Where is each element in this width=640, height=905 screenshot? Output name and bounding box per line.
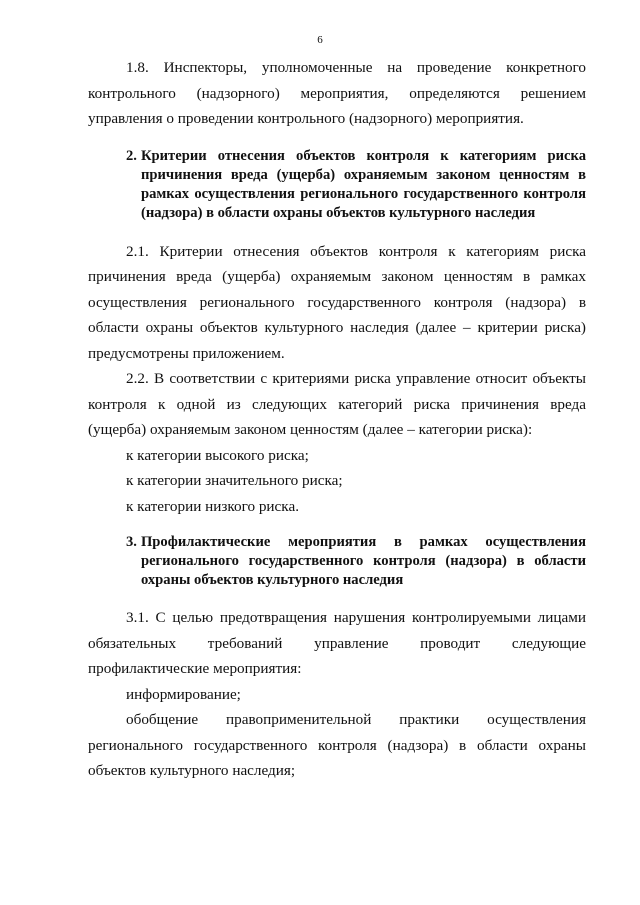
list-item-practice-generalization: обобщение правоприменительной практики осуществления регионального государственного контроля (надзора) в области охраны объектов культурного наследия;: [88, 711, 586, 779]
page-number: 6: [317, 34, 323, 46]
section-2-number: 2.: [126, 147, 137, 164]
section-2-title: Критерии отнесения объектов контроля к категориям риска причинения вреда (ущерба) охраняемым законом ценностям в рамках осуществления регионального государственного контроля (надзора) в области охраны объектов культурного наследия: [140, 147, 586, 221]
list-item-informing: информирование;: [126, 685, 241, 703]
section-3-title: Профилактические мероприятия в рамках осуществления регионального государственного контроля (надзора) в области охраны объектов культурного наследия: [140, 534, 586, 588]
paragraph-2-1: 2.1. Критерии отнесения объектов контроля к категориям риска причинения вреда (ущерба) охраняемым законом ценностям в рамках осуществления регионального государственного контроля (надзора) в области охраны объектов культурного наследия (далее – критерии риска) предусмотрены приложением.: [88, 242, 586, 362]
list-item-risk-significant: к категории значительного риска;: [126, 472, 343, 489]
section-2-heading: [88, 147, 586, 223]
list-item-risk-high: к категории высокого риска;: [126, 446, 309, 464]
paragraph-2-2: 2.2. В соответствии с критериями риска управление относит объекты контроля к одной из следующих категорий риска причинения вреда (ущерба) охраняемым законом ценностям (далее – категории риска):: [88, 370, 586, 438]
section-3-number: 3.: [126, 534, 137, 550]
paragraph-1-8: 1.8. Инспекторы, уполномоченные на проведение конкретного контрольного (надзорного) мероприятия, определяются решением управления о проведении контрольного (надзорного) мероприятия.: [88, 59, 586, 127]
paragraph-3-1: 3.1. С целью предотвращения нарушения контролируемыми лицами обязательных требований управление проводит следующие профилактические мероприятия:: [88, 609, 586, 677]
list-item-risk-low: к категории низкого риска.: [126, 497, 299, 515]
section-3-heading: [88, 533, 586, 590]
document-body: [88, 55, 586, 784]
